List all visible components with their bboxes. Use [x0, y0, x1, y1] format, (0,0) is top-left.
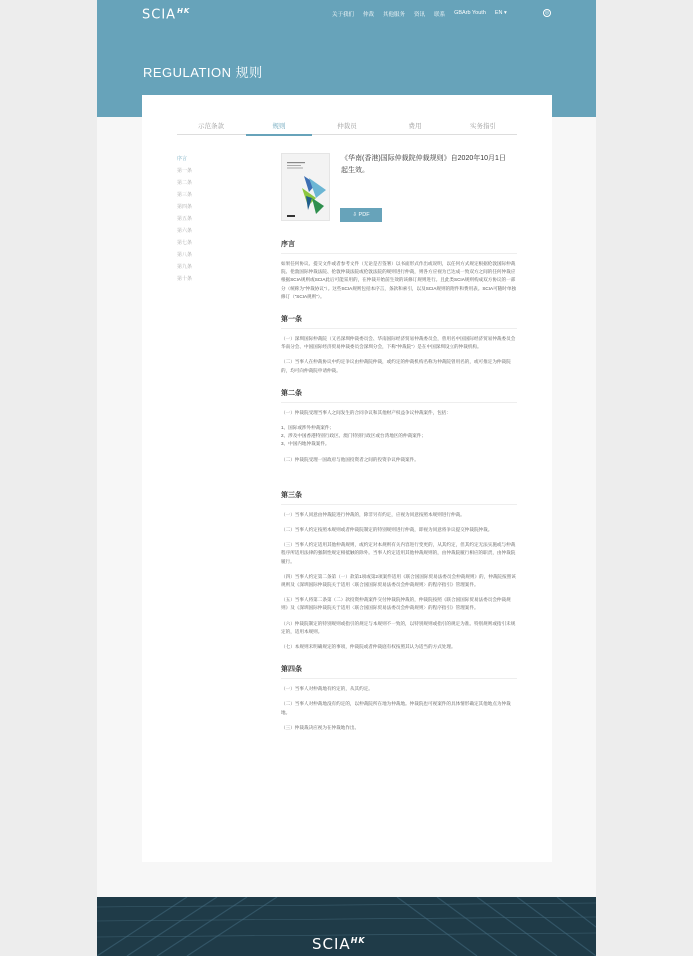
- paragraph: （五）当事人将第二条第（二）款投资仲裁案件交付仲裁院仲裁的，仲裁院按照《联合国国际贸易法委员会仲裁规则》及《深圳国际仲裁院关于适用〈联合国国际贸易法委员会仲裁规则〉的程序指引》管理案件。: [281, 597, 511, 611]
- tab-rules[interactable]: 规则: [245, 121, 313, 134]
- section-heading: 序言: [281, 239, 517, 254]
- tab-model-clause[interactable]: 示范条款: [198, 123, 224, 130]
- paragraph: 如果任何协议、提交文件或者参考文件（无论是否签署）以书面形式作出或说明，以任何方式规定根据伦敦国际仲裁院、伦敦国际仲裁法院、伦敦仲裁法院或伦敦法院的规则进行仲裁，则各方应视为已达成一致双方之间的任何仲裁应根据SCIA规则或SCIA此后可能采用的，在仲裁开始前生效的该修订规则进行。且此类SCIA规则构成双方协议的一部分（统称为“仲裁协议”）。这些SCIA规则包括本序言，条款和索引，以及SCIA规则的附件和费用表。SCIA可随时单独修订（“SCIA规则”）。: [281, 261, 517, 299]
- page-title: REGULATION 规则: [143, 65, 263, 80]
- paragraph: （一）当事人对仲裁地有约定的，从其约定。: [281, 686, 373, 692]
- paragraph: （三）当事人约定适用其他仲裁规则，或约定对本规则有关内容进行变更的，从其约定，但其约定无法实施或与仲裁程序所适用法律的强制性规定相抵触的除外。当事人约定适用其他仲裁规则的，由仲裁院履行相应的职责，由仲裁院履行。: [281, 542, 516, 564]
- tab-arbitrators[interactable]: 仲裁员: [337, 123, 357, 130]
- sidenav-item[interactable]: 第四条: [177, 204, 193, 210]
- sidenav-item[interactable]: 第二条: [177, 180, 193, 186]
- rules-intro-text: 《华南(香港)国际仲裁院仲裁规则》自2020年10月1日起生效。: [341, 155, 506, 174]
- section-heading: 第三条: [281, 490, 517, 505]
- paragraph: （二）仲裁院受理一国政府与他国投资者之间的投资争议仲裁案件。: [281, 456, 419, 462]
- paragraph: （四）当事人约定第二条第（一）款第1项或第2项案件适用《联合国国际贸易法委员会仲裁规则》的，仲裁院按照该规则及《深圳国际仲裁院关于适用〈联合国国际贸易法委员会仲裁规则〉的程序指引》管理案件。: [281, 573, 516, 588]
- footer: [97, 897, 596, 956]
- language-dropdown[interactable]: EN ▾: [494, 10, 507, 16]
- list-item: 2、涉及中国香港特别行政区、澳门特别行政区或台湾地区的仲裁案件；: [281, 433, 426, 439]
- sidenav-item[interactable]: 第十条: [177, 276, 193, 282]
- nav-about[interactable]: 关于我们: [332, 12, 355, 18]
- paragraph: （二）当事人约定按照本规则或者仲裁院制定的特别规则进行仲裁，即视为同意将争议提交仲裁院仲裁。: [281, 527, 493, 533]
- nav-arbitration[interactable]: 仲裁: [363, 12, 375, 18]
- tab-bar: [177, 121, 517, 135]
- rules-book-cover-image: [281, 153, 330, 221]
- paragraph: （六）仲裁院制定的特别规则或指引的规定与本规则不一致的，以特别规则或指引的规定为准。特别规则或指引未规定的，适用本规则。: [281, 620, 516, 634]
- sidenav-item[interactable]: 第九条: [177, 264, 193, 270]
- wechat-icon[interactable]: ◎: [544, 10, 550, 16]
- content-card: [142, 95, 552, 862]
- section-heading: 第四条: [281, 664, 517, 679]
- paragraph: （一）当事人同意由仲裁院进行仲裁的，除非另有约定，应视为同意按照本规则进行仲裁。: [281, 511, 465, 517]
- paragraph: （七）本规则未明确规定的事项，仲裁院或者仲裁庭有权按照其认为适当的方式处理。: [281, 644, 456, 650]
- sidenav-item[interactable]: 第三条: [177, 192, 193, 198]
- sidenav-item[interactable]: 第五条: [177, 216, 193, 222]
- sidenav-item[interactable]: 第一条: [177, 168, 193, 174]
- pdf-download-button[interactable]: ⇩ PDF: [340, 208, 382, 222]
- paragraph: （二）当事人对仲裁地没有约定的，以仲裁院所在地为仲裁地。仲裁院也可视案件的具体情形确定其他地点为仲裁地。: [281, 701, 511, 715]
- nav-news[interactable]: 资讯: [414, 12, 426, 18]
- sidenav-item[interactable]: 第八条: [177, 252, 193, 258]
- book-cover-graphic-icon: [282, 154, 330, 221]
- section-heading: 第二条: [281, 388, 517, 403]
- nav-contact[interactable]: 联系: [434, 12, 446, 18]
- sidenav-item[interactable]: 第六条: [177, 228, 193, 234]
- rules-content: [281, 239, 517, 739]
- paragraph: （一）深圳国际仲裁院（又名深圳仲裁委员会、华南国际经济贸易仲裁委员会，曾用名中国国际经济贸易仲裁委员会华南分会、中国国际经济贸易仲裁委员会深圳分会，下称“仲裁院”）是在中国深圳设立的仲裁机构。: [281, 336, 516, 350]
- list-item: 3、中国内地仲裁案件。: [281, 441, 330, 447]
- site-logo[interactable]: $SCIA^{HK}$: [142, 7, 191, 23]
- paragraph: （一）仲裁院受理当事人之间发生的合同争议和其他财产权益争议仲裁案件，包括：: [281, 409, 451, 415]
- sidenav-item[interactable]: 第七条: [177, 240, 193, 246]
- nav-gbarb-youth[interactable]: GBArb Youth: [454, 10, 486, 16]
- tab-fees[interactable]: 费用: [408, 123, 422, 130]
- section-heading: 第一条: [281, 314, 517, 329]
- main-nav: [332, 10, 516, 18]
- paragraph: （二）当事人在仲裁协议中约定争议由仲裁院仲裁，或约定的仲裁机构名称为仲裁院曾用名的，或可推定为仲裁院的，均可向仲裁院申请仲裁。: [281, 359, 511, 373]
- footer-logo[interactable]: $SCIA^{HK}$: [312, 935, 366, 953]
- tab-practice-guide[interactable]: 实务指引: [470, 123, 496, 130]
- page: [97, 0, 596, 956]
- nav-other-services[interactable]: 其他服务: [383, 12, 406, 18]
- article-sidenav: [177, 153, 217, 285]
- sidenav-item-preface[interactable]: 序言: [177, 156, 188, 162]
- list-item: 1、国际或涉外仲裁案件；: [281, 425, 335, 431]
- paragraph: （三）仲裁裁决应视为在仲裁地作出。: [281, 724, 360, 730]
